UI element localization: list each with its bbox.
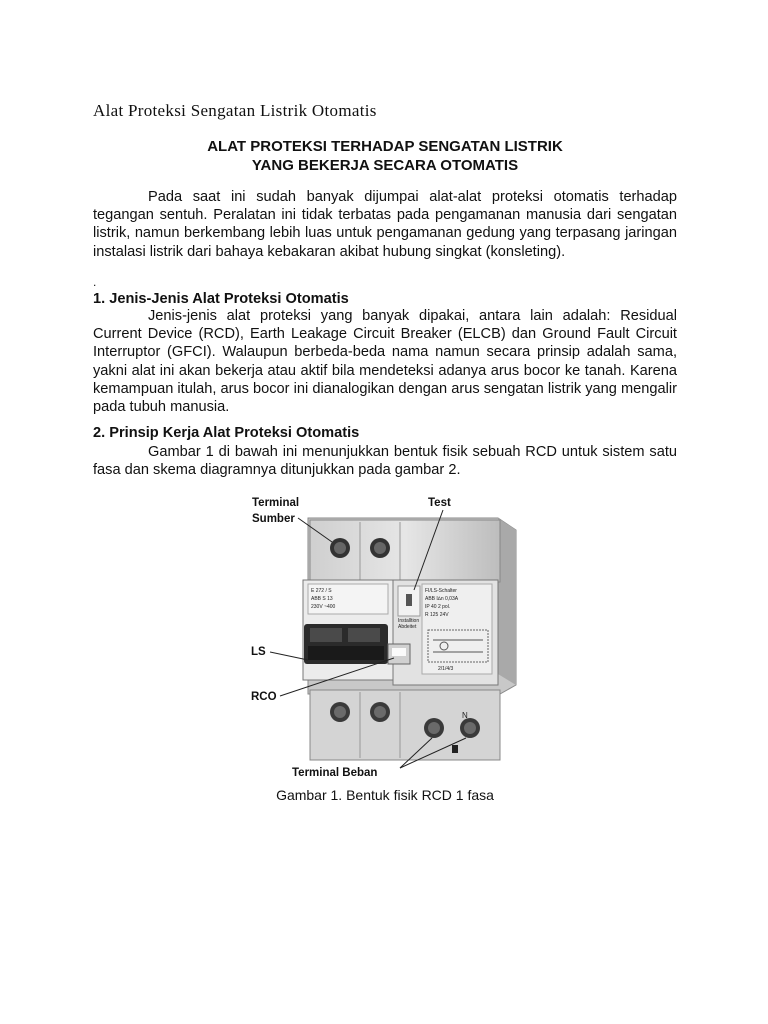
- main-heading: [93, 137, 677, 175]
- label-rco: RCO: [251, 691, 277, 703]
- label-terminal-sumber-2: Sumber: [252, 513, 295, 525]
- figure-caption: Gambar 1. Bentuk fisik RCD 1 fasa: [276, 787, 494, 803]
- stray-dot: .: [93, 275, 97, 289]
- section-2-heading: 2. Prinsip Kerja Alat Proteksi Otomatis: [93, 425, 360, 441]
- svg-text:230V ~400: 230V ~400: [311, 604, 336, 610]
- label-n: N: [462, 711, 468, 720]
- section-2-paragraph: Gambar 1 di bawah ini menunjukkan bentuk fisik sebuah RCD untuk sistem satu fasa dan skema diagramnya ditunjukkan pada gambar 2.: [93, 444, 677, 479]
- section-1-paragraph: Jenis-jenis alat proteksi yang banyak dipakai, antara lain adalah: Residual Current Device (RCD), Earth Leakage Circuit Breaker (ELCB) dan Ground Fault Circuit Interruptor (GFCI). Walaupun berbeda-beda nama namun secara prinsip adalah sama, yakni alat ini akan bekerja atau aktif bila mendeteksi adanya arus bocor ke tanah. Karena kemampuan itulah, arus bocor ini dianalogikan dengan arus sengatan listrik yang mengalir pada tubuh manusia.: [93, 308, 677, 416]
- svg-text:Abdeitet: Abdeitet: [398, 624, 417, 630]
- svg-text:IP 40 2 pol.: IP 40 2 pol.: [425, 604, 451, 610]
- svg-text:FI/LS-Schalter: FI/LS-Schalter: [425, 588, 457, 594]
- label-ls: LS: [251, 646, 266, 658]
- svg-text:Installtion: Installtion: [398, 618, 420, 624]
- label-terminal-beban: Terminal Beban: [292, 767, 378, 779]
- intro-paragraph: Pada saat ini sudah banyak dijumpai alat-alat proteksi otomatis terhadap tegangan sentuh. Peralatan ini tidak terbatas pada pengamanan manusia dari sengatan listrik, namun berkembang lebih luas untuk pengamanan gedung yang terpasang jaringan instalasi listrik dari bahaya kebakaran akibat hubung singkat (konsleting).: [93, 189, 677, 260]
- main-heading-line-1: ALAT PROTEKSI TERHADAP SENGATAN LISTRIK: [207, 138, 563, 155]
- svg-text:R 125 24V: R 125 24V: [425, 612, 449, 618]
- svg-text:2/1/4/3: 2/1/4/3: [438, 666, 454, 672]
- svg-text:ABB S 13: ABB S 13: [311, 596, 333, 602]
- svg-text:ABB I∆n 0,03A: ABB I∆n 0,03A: [425, 596, 459, 602]
- rcd-figure: [248, 490, 522, 784]
- main-heading-line-2: YANG BEKERJA SECARA OTOMATIS: [251, 157, 519, 174]
- rcd-device-illustration: [248, 490, 522, 784]
- label-terminal-sumber-1: Terminal: [252, 497, 300, 509]
- svg-text:E 272 / S: E 272 / S: [311, 588, 332, 594]
- label-test: Test: [428, 497, 451, 509]
- document-title: Alat Proteksi Sengatan Listrik Otomatis: [93, 101, 377, 120]
- section-1-heading: 1. Jenis-Jenis Alat Proteksi Otomatis: [93, 291, 349, 307]
